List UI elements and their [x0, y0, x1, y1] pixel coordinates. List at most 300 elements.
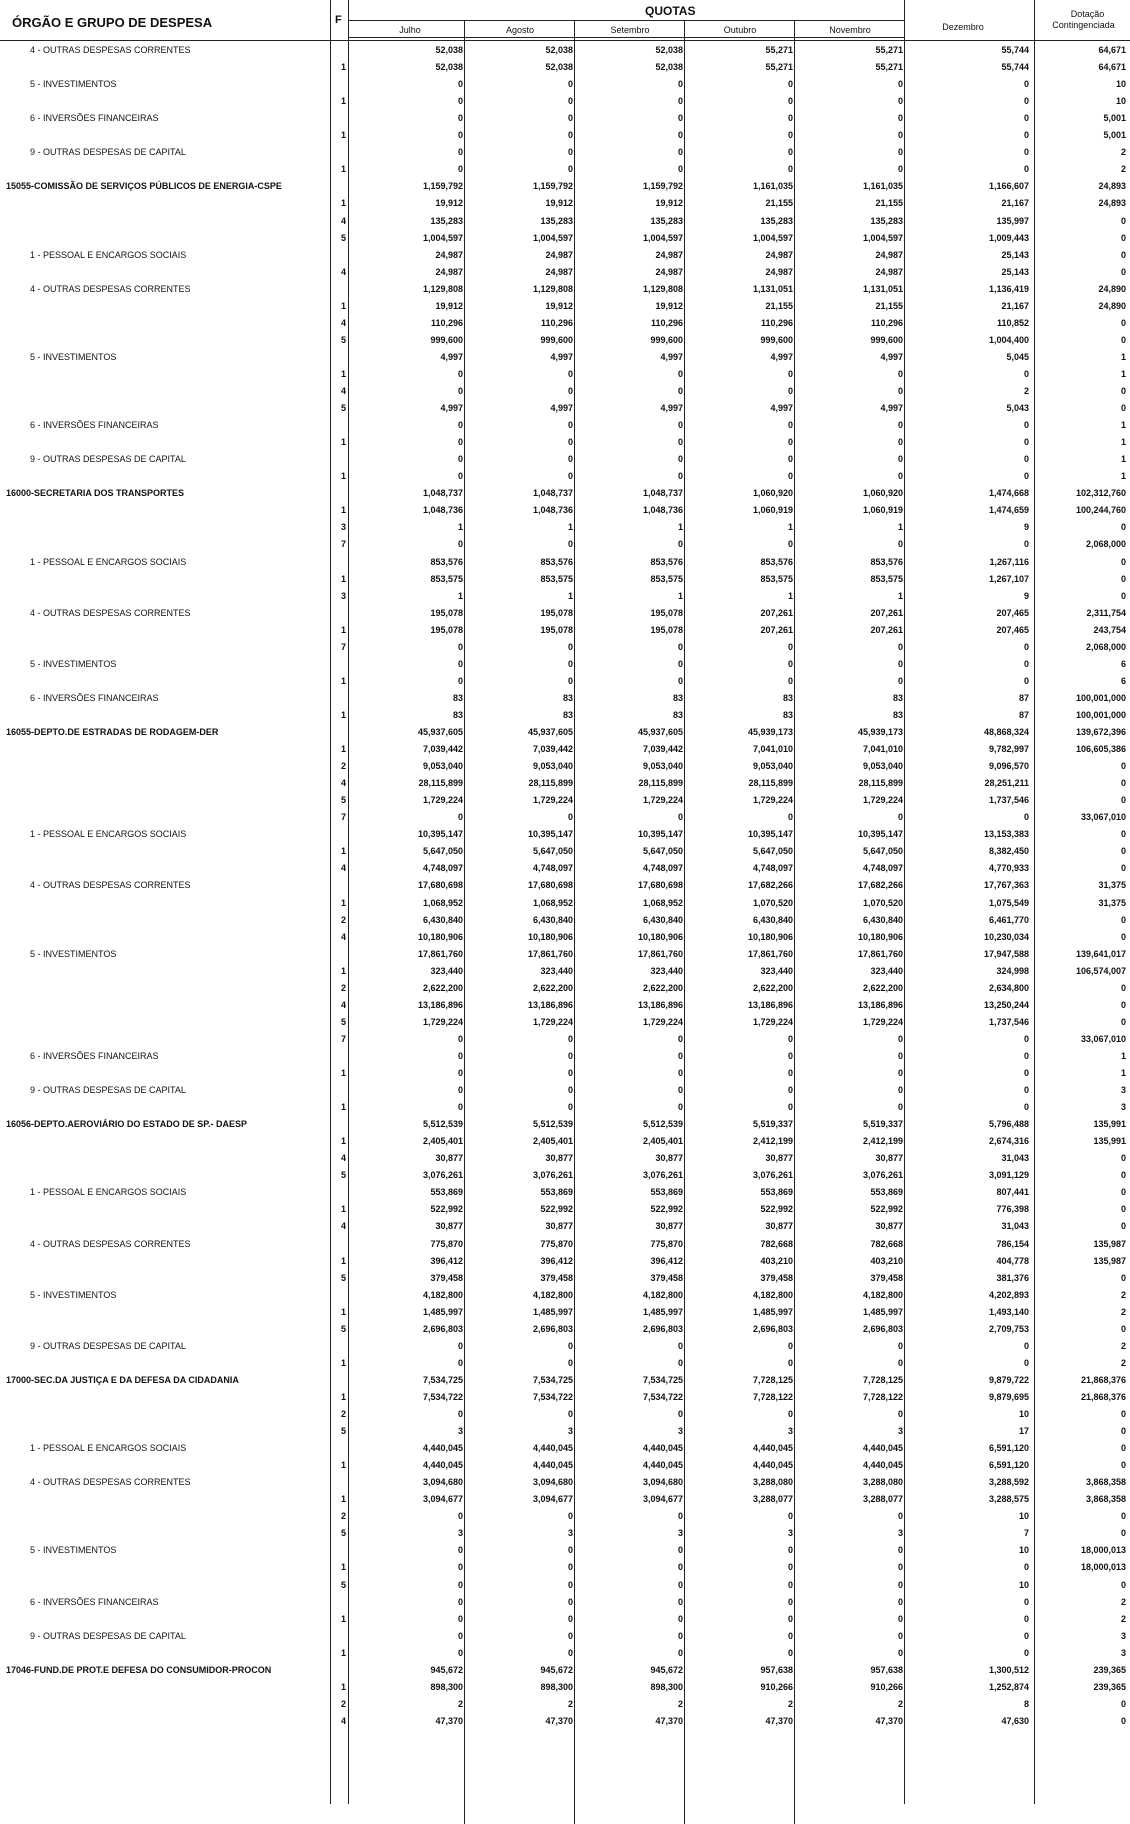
value-cell-agosto: 1,048,736: [532, 505, 573, 516]
value-cell-dotacao: 2: [1120, 164, 1126, 175]
value-cell-agosto: 5,647,050: [532, 846, 573, 857]
value-cell-novembro: 10,180,906: [857, 931, 903, 942]
fonte-cell: 1: [340, 897, 346, 908]
value-cell-dotacao: 0: [1120, 1323, 1126, 1334]
fonte-cell: 1: [340, 846, 346, 857]
value-cell-dezembro: 55,744: [1001, 62, 1029, 73]
value-cell-setembro: 0: [677, 147, 683, 158]
value-cell-novembro: 957,638: [870, 1664, 903, 1675]
value-cell-dezembro: 324,998: [996, 965, 1029, 976]
value-cell-novembro: 10,395,147: [857, 829, 903, 840]
value-cell-julho: 0: [457, 1102, 463, 1113]
value-cell-novembro: 0: [897, 812, 903, 823]
fonte-cell: 4: [340, 1221, 346, 1232]
value-cell-dezembro: 0: [1023, 1340, 1029, 1351]
value-cell-setembro: 0: [677, 130, 683, 141]
value-cell-dezembro: 0: [1023, 675, 1029, 686]
value-cell-agosto: 47,370: [545, 1715, 573, 1726]
value-cell-novembro: 1: [897, 522, 903, 533]
row-label: 1 - PESSOAL E ENCARGOS SOCIAIS: [30, 556, 187, 567]
value-cell-dezembro: 1,004,400: [988, 334, 1029, 345]
value-cell-dotacao: 10: [1115, 79, 1126, 90]
fonte-row: [0, 811, 1130, 827]
value-cell-agosto: 2,622,200: [532, 982, 573, 993]
value-cell-dotacao: 24,890: [1098, 283, 1126, 294]
row-label: 5 - INVESTIMENTOS: [30, 79, 117, 90]
value-cell-outubro: 782,668: [760, 1238, 793, 1249]
value-cell-agosto: 1,048,737: [532, 488, 573, 499]
value-cell-julho: 853,575: [430, 573, 463, 584]
value-cell-outubro: 0: [787, 1085, 793, 1096]
fonte-row: [0, 862, 1130, 878]
value-cell-dotacao: 0: [1120, 863, 1126, 874]
value-cell-outubro: 0: [787, 471, 793, 482]
value-cell-agosto: 0: [567, 1357, 573, 1368]
value-cell-setembro: 2: [677, 1698, 683, 1709]
value-cell-dezembro: 21,167: [1001, 198, 1029, 209]
value-cell-outubro: 9,053,040: [752, 761, 793, 772]
value-cell-dezembro: 0: [1023, 1562, 1029, 1573]
orgao-row: [0, 726, 1130, 742]
value-cell-novembro: 0: [897, 386, 903, 396]
value-cell-outubro: 0: [787, 539, 793, 550]
value-cell-dezembro: 3,091,129: [988, 1170, 1029, 1181]
value-cell-dotacao: 2: [1120, 1613, 1126, 1624]
grupo-row: [0, 607, 1130, 623]
fonte-cell: 1: [340, 471, 346, 482]
value-cell-dezembro: 0: [1023, 96, 1029, 107]
fonte-row: [0, 1681, 1130, 1697]
fonte-row: [0, 317, 1130, 333]
value-cell-setembro: 4,748,097: [642, 863, 683, 874]
fonte-cell: 1: [340, 1068, 346, 1078]
value-cell-dezembro: 5,045: [1006, 351, 1029, 362]
value-cell-setembro: 0: [677, 1340, 683, 1351]
row-label: 4 - OUTRAS DESPESAS CORRENTES: [30, 607, 191, 618]
value-cell-outubro: 5,519,337: [752, 1119, 793, 1130]
grupo-row: [0, 1050, 1130, 1066]
value-cell-outubro: 4,440,045: [752, 1443, 793, 1454]
fonte-row: [0, 197, 1130, 213]
value-cell-outubro: 6,430,840: [752, 914, 793, 925]
value-cell-novembro: 7,041,010: [862, 744, 903, 755]
value-cell-setembro: 0: [677, 1562, 683, 1573]
value-cell-setembro: 7,534,722: [642, 1391, 683, 1402]
value-cell-outubro: 4,997: [770, 351, 793, 362]
value-cell-outubro: 17,861,760: [747, 948, 793, 959]
value-cell-agosto: 323,440: [540, 965, 573, 976]
fonte-cell: 1: [340, 1681, 346, 1692]
grupo-row: [0, 44, 1130, 60]
value-cell-dezembro: 9: [1023, 590, 1029, 601]
value-cell-dezembro: 0: [1023, 1357, 1029, 1368]
row-label: 4 - OUTRAS DESPESAS CORRENTES: [30, 880, 191, 891]
fonte-cell: 4: [340, 931, 346, 942]
fonte-header-label: F: [335, 14, 342, 26]
value-cell-setembro: 17,861,760: [637, 948, 683, 959]
value-cell-dezembro: 786,154: [996, 1238, 1029, 1249]
value-cell-novembro: 3,288,080: [862, 1477, 903, 1488]
value-cell-agosto: 4,997: [550, 351, 573, 362]
value-cell-agosto: 0: [567, 539, 573, 550]
value-cell-setembro: 1,048,736: [642, 505, 683, 516]
value-cell-setembro: 19,912: [655, 300, 683, 311]
value-cell-dotacao: 6: [1120, 658, 1126, 669]
value-cell-outubro: 1: [787, 590, 793, 601]
value-cell-setembro: 1,485,997: [642, 1306, 683, 1317]
value-cell-novembro: 0: [897, 1596, 903, 1607]
fonte-cell: 4: [340, 386, 346, 396]
value-cell-dezembro: 5,796,488: [988, 1119, 1029, 1130]
grupo-row: [0, 1289, 1130, 1305]
value-cell-novembro: 4,182,800: [862, 1289, 903, 1300]
fonte-row: [0, 965, 1130, 981]
value-cell-outubro: 0: [787, 1613, 793, 1624]
fonte-row: [0, 1306, 1130, 1322]
value-cell-outubro: 0: [787, 1340, 793, 1351]
value-cell-novembro: 0: [897, 1340, 903, 1351]
value-cell-dezembro: 0: [1023, 641, 1029, 652]
value-cell-dezembro: 1,075,549: [988, 897, 1029, 908]
value-cell-setembro: 0: [677, 1647, 683, 1658]
fonte-cell: 4: [340, 1715, 346, 1726]
value-cell-outubro: 4,182,800: [752, 1289, 793, 1300]
value-cell-novembro: 1,060,919: [862, 505, 903, 516]
row-label: 5 - INVESTIMENTOS: [30, 658, 117, 669]
fonte-cell: 1: [340, 965, 346, 976]
value-cell-julho: 3,094,680: [422, 1477, 463, 1488]
value-cell-dezembro: 6,591,120: [988, 1443, 1029, 1454]
value-cell-setembro: 0: [677, 1545, 683, 1556]
fonte-cell: 1: [340, 1204, 346, 1215]
value-cell-setembro: 0: [677, 658, 683, 669]
value-cell-julho: 0: [457, 79, 463, 90]
value-cell-setembro: 45,937,605: [637, 727, 683, 737]
value-cell-outubro: 4,997: [770, 403, 793, 414]
value-cell-outubro: 2,622,200: [752, 982, 793, 993]
value-cell-outubro: 3: [787, 1528, 793, 1539]
value-cell-julho: 13,186,896: [417, 999, 463, 1010]
value-cell-agosto: 28,115,899: [528, 778, 573, 789]
value-cell-julho: 0: [457, 1579, 463, 1590]
value-cell-dotacao: 18,000,013: [1080, 1562, 1126, 1573]
grupo-row: [0, 1476, 1130, 1492]
value-cell-julho: 853,576: [430, 556, 463, 567]
value-cell-dotacao: 0: [1120, 317, 1126, 328]
value-cell-outubro: 0: [787, 437, 793, 448]
value-cell-agosto: 7,534,722: [532, 1391, 573, 1402]
fonte-row: [0, 538, 1130, 554]
value-cell-agosto: 0: [567, 113, 573, 124]
value-cell-agosto: 45,937,605: [527, 727, 573, 737]
value-cell-outubro: 2,696,803: [752, 1323, 793, 1334]
value-cell-julho: 0: [457, 641, 463, 652]
value-cell-julho: 522,992: [430, 1204, 463, 1215]
value-cell-agosto: 1,159,792: [532, 181, 573, 192]
value-cell-novembro: 47,370: [875, 1715, 903, 1726]
value-cell-dotacao: 1: [1120, 471, 1126, 482]
value-cell-setembro: 1,004,597: [642, 232, 683, 243]
value-cell-dotacao: 0: [1120, 778, 1126, 789]
value-cell-novembro: 2,696,803: [862, 1323, 903, 1334]
value-cell-setembro: 0: [677, 1511, 683, 1522]
value-cell-dotacao: 2: [1120, 147, 1126, 158]
value-cell-setembro: 0: [677, 471, 683, 482]
value-cell-novembro: 4,440,045: [862, 1460, 903, 1471]
value-cell-agosto: 4,748,097: [532, 863, 573, 874]
value-cell-julho: 10,180,906: [417, 931, 463, 942]
value-cell-julho: 0: [457, 812, 463, 823]
value-cell-dotacao: 100,001,000: [1075, 709, 1126, 720]
row-label: 1 - PESSOAL E ENCARGOS SOCIAIS: [30, 249, 187, 260]
row-label: 1 - PESSOAL E ENCARGOS SOCIAIS: [30, 1443, 187, 1454]
value-cell-agosto: 0: [567, 1102, 573, 1113]
value-cell-dezembro: 0: [1023, 658, 1029, 669]
fonte-row: [0, 1527, 1130, 1543]
value-cell-dezembro: 0: [1023, 1085, 1029, 1096]
value-cell-julho: 0: [457, 1033, 463, 1044]
value-cell-novembro: 999,600: [870, 334, 903, 345]
value-cell-dotacao: 139,641,017: [1075, 948, 1126, 959]
value-cell-agosto: 1,729,224: [532, 795, 573, 806]
fonte-cell: 1: [340, 573, 346, 584]
value-cell-setembro: 24,987: [655, 249, 683, 260]
value-cell-agosto: 0: [567, 1596, 573, 1607]
value-cell-setembro: 195,078: [650, 624, 683, 635]
value-cell-dotacao: 3: [1120, 1085, 1126, 1096]
value-cell-setembro: 0: [677, 812, 683, 823]
value-cell-outubro: 1,060,919: [752, 505, 793, 516]
value-cell-dezembro: 87: [1018, 709, 1029, 720]
value-cell-julho: 1: [457, 522, 463, 533]
value-cell-julho: 1,048,736: [422, 505, 463, 516]
value-cell-outubro: 0: [787, 368, 793, 379]
value-cell-novembro: 1,060,920: [862, 488, 903, 499]
value-cell-dotacao: 0: [1120, 590, 1126, 601]
value-cell-dezembro: 10: [1018, 1409, 1029, 1419]
dotacao-header-line1: Dotação: [1070, 9, 1105, 19]
value-cell-julho: 945,672: [430, 1664, 463, 1675]
value-cell-novembro: 24,987: [875, 266, 903, 277]
value-cell-dotacao: 21,868,376: [1080, 1391, 1126, 1402]
value-cell-novembro: 0: [897, 1102, 903, 1113]
value-cell-novembro: 3,288,077: [862, 1494, 903, 1505]
value-cell-setembro: 4,440,045: [642, 1460, 683, 1471]
value-cell-outubro: 0: [787, 675, 793, 686]
value-cell-agosto: 0: [567, 675, 573, 686]
value-cell-dezembro: 9,782,997: [988, 744, 1029, 755]
value-cell-novembro: 0: [897, 1630, 903, 1641]
value-cell-agosto: 0: [567, 1409, 573, 1419]
month-header-dezembro: Dezembro: [942, 22, 984, 32]
value-cell-dezembro: 8: [1023, 1698, 1029, 1709]
value-cell-julho: 0: [457, 1050, 463, 1061]
value-cell-julho: 0: [457, 147, 463, 158]
grupo-row: [0, 283, 1130, 299]
value-cell-dezembro: 48,868,324: [983, 727, 1029, 737]
value-cell-novembro: 1,070,520: [862, 897, 903, 908]
value-cell-dotacao: 243,754: [1093, 624, 1126, 635]
value-cell-dezembro: 2: [1023, 386, 1029, 396]
value-cell-dotacao: 102,312,760: [1075, 488, 1126, 499]
row-label: 9 - OUTRAS DESPESAS DE CAPITAL: [30, 1340, 186, 1351]
value-cell-dotacao: 0: [1120, 1221, 1126, 1232]
value-cell-julho: 2,696,803: [422, 1323, 463, 1334]
value-cell-novembro: 4,440,045: [862, 1443, 903, 1454]
value-cell-outubro: 0: [787, 812, 793, 823]
fonte-cell: 1: [340, 437, 346, 448]
value-cell-setembro: 0: [677, 113, 683, 124]
value-cell-dezembro: 207,465: [996, 624, 1029, 635]
value-cell-novembro: 0: [897, 368, 903, 379]
value-cell-julho: 4,440,045: [422, 1460, 463, 1471]
value-cell-agosto: 553,869: [540, 1187, 573, 1198]
grupo-row: [0, 1084, 1130, 1100]
value-cell-outubro: 0: [787, 1409, 793, 1419]
value-cell-dotacao: 0: [1120, 386, 1126, 396]
value-cell-agosto: 2: [567, 1698, 573, 1709]
value-cell-dezembro: 9,096,570: [988, 761, 1029, 772]
grupo-row: [0, 556, 1130, 572]
value-cell-novembro: 0: [897, 113, 903, 124]
value-cell-outubro: 21,155: [765, 198, 793, 209]
value-cell-dezembro: 0: [1023, 1033, 1029, 1044]
value-cell-julho: 0: [457, 113, 463, 124]
value-cell-dezembro: 13,250,244: [983, 999, 1029, 1010]
value-cell-agosto: 17,861,760: [527, 948, 573, 959]
value-cell-novembro: 21,155: [875, 300, 903, 311]
fonte-cell: 5: [340, 1170, 346, 1181]
value-cell-setembro: 0: [677, 1596, 683, 1607]
value-cell-julho: 999,600: [430, 334, 463, 345]
fonte-cell: 1: [340, 130, 346, 141]
value-cell-dezembro: 55,744: [1001, 45, 1029, 55]
value-cell-outubro: 10,180,906: [747, 931, 793, 942]
value-cell-dotacao: 0: [1120, 556, 1126, 567]
value-cell-dezembro: 4,770,933: [988, 863, 1029, 874]
value-cell-setembro: 0: [677, 420, 683, 431]
value-cell-novembro: 24,987: [875, 249, 903, 260]
value-cell-agosto: 7,039,442: [532, 744, 573, 755]
value-cell-dezembro: 0: [1023, 79, 1029, 90]
value-cell-novembro: 379,458: [870, 1272, 903, 1283]
fonte-row: [0, 743, 1130, 759]
value-cell-dotacao: 0: [1120, 829, 1126, 840]
fonte-row: [0, 641, 1130, 657]
row-label: 9 - OUTRAS DESPESAS DE CAPITAL: [30, 1085, 186, 1096]
fonte-cell: 1: [340, 1102, 346, 1113]
value-cell-agosto: 522,992: [540, 1204, 573, 1215]
row-label: 6 - INVERSÕES FINANCEIRAS: [30, 1596, 159, 1607]
value-cell-setembro: 0: [677, 1613, 683, 1624]
fonte-row: [0, 129, 1130, 145]
value-cell-julho: 6,430,840: [422, 914, 463, 925]
value-cell-julho: 0: [457, 1562, 463, 1573]
fonte-row: [0, 1255, 1130, 1271]
row-label: 5 - INVESTIMENTOS: [30, 948, 117, 959]
divider-line: [0, 40, 1130, 41]
value-cell-setembro: 2,696,803: [642, 1323, 683, 1334]
value-cell-outubro: 0: [787, 130, 793, 141]
value-cell-setembro: 945,672: [650, 1664, 683, 1675]
value-cell-setembro: 30,877: [655, 1153, 683, 1164]
fonte-row: [0, 215, 1130, 231]
value-cell-outubro: 853,576: [760, 556, 793, 567]
value-cell-dotacao: 0: [1120, 931, 1126, 942]
value-cell-novembro: 17,861,760: [857, 948, 903, 959]
value-cell-agosto: 945,672: [540, 1664, 573, 1675]
row-label: 6 - INVERSÕES FINANCEIRAS: [30, 420, 159, 431]
fonte-cell: 4: [340, 778, 346, 789]
value-cell-outubro: 13,186,896: [747, 999, 793, 1010]
value-cell-novembro: 6,430,840: [862, 914, 903, 925]
value-cell-dezembro: 4,202,893: [988, 1289, 1029, 1300]
fonte-cell: 4: [340, 215, 346, 226]
value-cell-agosto: 3,094,680: [532, 1477, 573, 1488]
value-cell-setembro: 999,600: [650, 334, 683, 345]
value-cell-novembro: 0: [897, 1647, 903, 1658]
fonte-row: [0, 982, 1130, 998]
value-cell-dezembro: 0: [1023, 1647, 1029, 1658]
value-cell-dotacao: 0: [1120, 982, 1126, 993]
value-cell-agosto: 0: [567, 386, 573, 396]
value-cell-dotacao: 0: [1120, 1443, 1126, 1454]
value-cell-setembro: 4,997: [660, 351, 683, 362]
value-cell-novembro: 3: [897, 1426, 903, 1437]
fonte-cell: 1: [340, 300, 346, 311]
value-cell-julho: 3: [457, 1528, 463, 1539]
value-cell-dezembro: 0: [1023, 368, 1029, 379]
value-cell-setembro: 5,512,539: [642, 1119, 683, 1130]
value-cell-agosto: 4,997: [550, 403, 573, 414]
value-cell-setembro: 0: [677, 1409, 683, 1419]
fonte-cell: 5: [340, 232, 346, 243]
fonte-cell: 1: [340, 1306, 346, 1317]
fonte-row: [0, 1579, 1130, 1595]
value-cell-dezembro: 404,778: [996, 1255, 1029, 1266]
value-cell-dezembro: 2,709,753: [988, 1323, 1029, 1334]
value-cell-dezembro: 3,288,592: [988, 1477, 1029, 1488]
row-label: 17046-FUND.DE PROT.E DEFESA DO CONSUMIDOR-PROCON: [6, 1664, 272, 1675]
fonte-cell: 1: [340, 368, 346, 379]
value-cell-agosto: 0: [567, 164, 573, 175]
value-cell-dotacao: 3,868,358: [1085, 1477, 1126, 1488]
value-cell-dezembro: 31,043: [1001, 1153, 1029, 1164]
value-cell-novembro: 522,992: [870, 1204, 903, 1215]
value-cell-setembro: 379,458: [650, 1272, 683, 1283]
value-cell-agosto: 0: [567, 420, 573, 431]
value-cell-dotacao: 2: [1120, 1596, 1126, 1607]
value-cell-outubro: 0: [787, 454, 793, 465]
value-cell-dezembro: 8,382,450: [988, 846, 1029, 857]
value-cell-dotacao: 3: [1120, 1630, 1126, 1641]
row-label: 9 - OUTRAS DESPESAS DE CAPITAL: [30, 454, 186, 465]
value-cell-setembro: 0: [677, 1068, 683, 1078]
value-cell-novembro: 0: [897, 1357, 903, 1368]
value-cell-dotacao: 0: [1120, 1187, 1126, 1198]
row-label: 6 - INVERSÕES FINANCEIRAS: [30, 1050, 159, 1061]
value-cell-agosto: 24,987: [545, 266, 573, 277]
fonte-row: [0, 163, 1130, 179]
value-cell-outubro: 110,296: [760, 317, 793, 328]
value-cell-julho: 898,300: [430, 1681, 463, 1692]
row-label: 4 - OUTRAS DESPESAS CORRENTES: [30, 283, 191, 294]
grupo-row: [0, 948, 1130, 964]
value-cell-outubro: 0: [787, 1068, 793, 1078]
value-cell-dotacao: 0: [1120, 403, 1126, 414]
value-cell-dezembro: 1,252,874: [988, 1681, 1029, 1692]
value-cell-setembro: 10,180,906: [637, 931, 683, 942]
